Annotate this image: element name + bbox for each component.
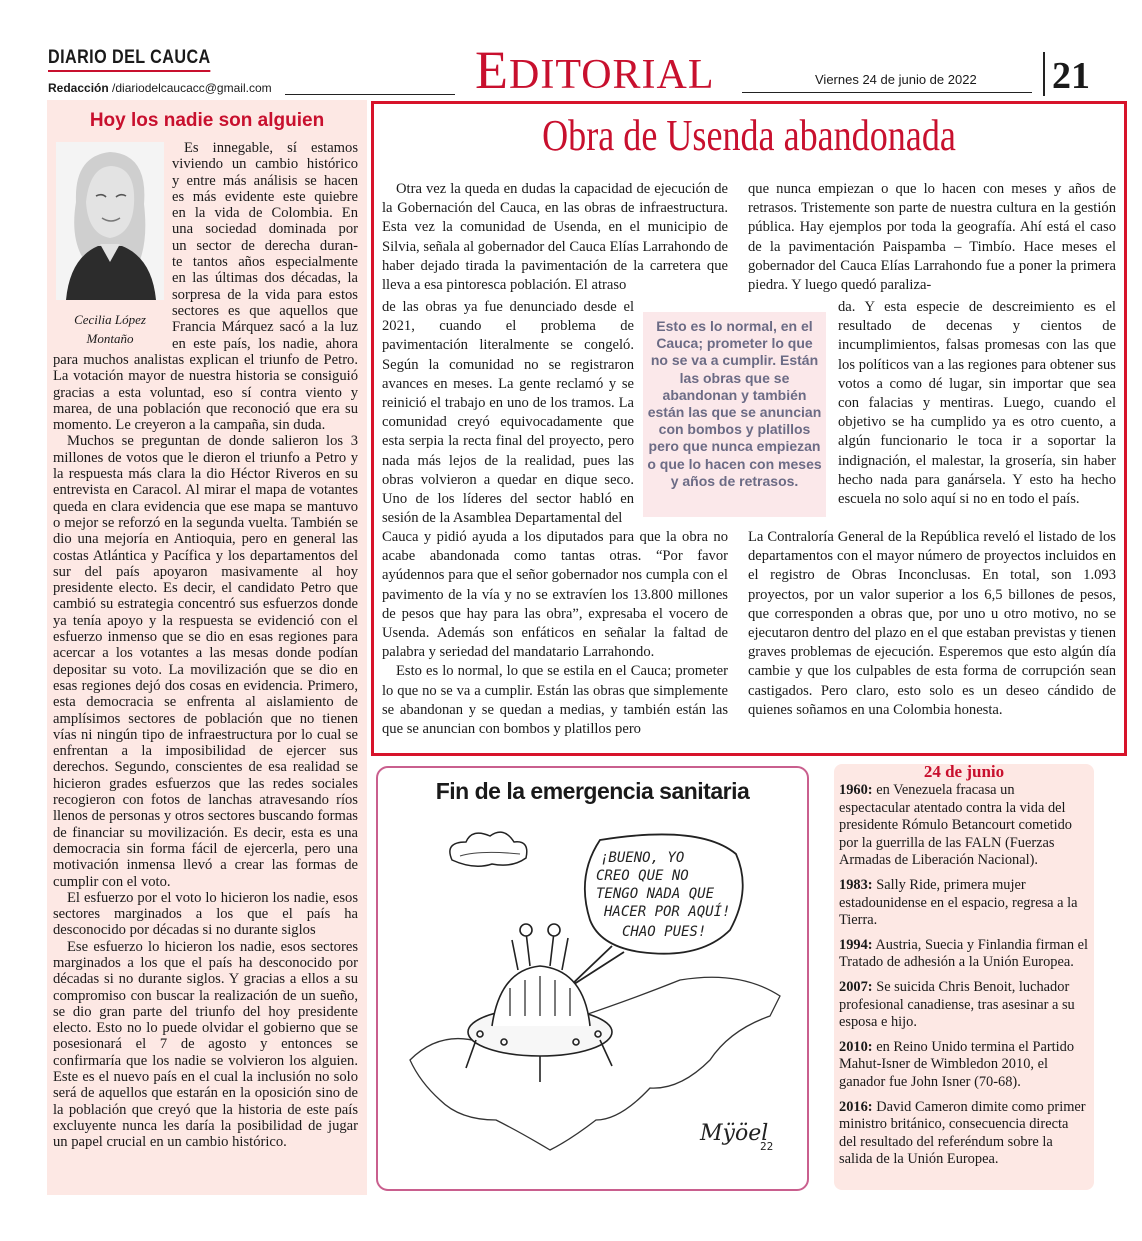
history-year: 1994:	[839, 936, 873, 953]
history-text: Austria, Suecia y Finlandia firman el Tratado de adhesión a la Unión Europea.	[839, 936, 1088, 971]
history-text: Se suicida Chris Benoit, luchador profesional canadiense, tras asesinar a su esposa e hijo.	[839, 978, 1075, 1031]
opinion-intro-line: Es innegable, sí estamos	[184, 140, 358, 156]
history-entry	[839, 979, 1089, 1032]
redaccion-line	[48, 81, 272, 95]
redaccion-email: /diariodelcaucacc@gmail.com	[112, 81, 272, 95]
history-text: Sally Ride, primera mujer estadounidense en el espacio, regresa a la Tierra.	[839, 876, 1078, 929]
editorial-pullquote: Esto es lo normal, en el Cauca; prometer lo que no se va a cumplir. Están las obras que se abandonan y también están las que se anuncian con bombos y platillos pero que nunca empiezan o que lo hacen con meses y años de retrasos.	[643, 312, 826, 517]
page-number-divider	[1043, 52, 1045, 96]
newspaper-logo: DIARIO DEL CAUCA	[48, 47, 211, 72]
opinion-intro-line: una sociedad dominada por	[172, 221, 358, 238]
history-year: 2007:	[839, 978, 873, 995]
opinion-intro-line: en las últimas dos décadas, la	[172, 270, 358, 287]
opinion-intro-line: sorpresa de la vida para estos	[172, 286, 358, 303]
history-entry	[839, 1039, 1089, 1092]
opinion-column-title: Hoy los nadie son alguien	[89, 110, 325, 131]
editorial-col1-p2: Esto es lo normal, lo que se estila en el Cauca; prometer lo que no se va a cumplir. Están las obras que simplemente se abandonan y se quedan a medias, y también están las que se anuncian con bombos y platillos pero	[382, 663, 728, 738]
history-text: en Venezuela fracasa un espectacular atentado contra la vida del presidente Rómulo Betancourt cometido por la guerrilla de las FALN (Fuerzas Armadas de Liberación Nacional).	[839, 782, 1072, 869]
editorial-col1-top: Otra vez la queda en dudas la capacidad de ejecución de la Gobernación del Cauca, en las obras de infraestructura. Esta vez la comunidad de Usenda, en el municipio de Silvia, señala al gobernador del Cauca Elías Larrahondo de haber dejado tirada la pavimentación de la carretera que lleva a esa pintoresca población. El atraso	[382, 181, 728, 294]
opinion-intro-line: sectores es que aquellos que	[172, 302, 358, 319]
history-entry	[839, 1099, 1089, 1169]
issue-date: Viernes 24 de junio de 2022	[815, 72, 977, 87]
history-title: 24 de junio	[923, 762, 1005, 781]
editorial-col2-side: da. Y esta especie de descreimiento es el resultado de decenas y cientos de incumplimientos, falsas promesas con las que los políticos van a las regiones para obtener sus votos a como dé lugar, sin importar que sea con falacias y mentiras. Luego, cuando el objetivo se ha cumplido ya es otro cuento, a algún funcionario le toca ir a soportar la indignación, el malestar, la grosería, sin haber hecho nada para ganársela. Y esto ha hecho escuela no solo aquí si no en todo el país.	[838, 299, 1116, 508]
history-entry	[839, 877, 1089, 930]
svg-text:¡BUENO, YO: ¡BUENO, YO	[600, 850, 685, 866]
author-caption: Cecilia López Montaño	[74, 312, 146, 346]
svg-text:TENGO NADA QUE: TENGO NADA QUE	[596, 886, 715, 902]
cartoon-title: Fin de la emergencia sanitaria	[435, 778, 750, 804]
opinion-intro-line: un sector de derecha duran-	[172, 237, 358, 254]
opinion-paragraph-2: Muchos se preguntan de donde salieron los 3 millones de votos que le dieron el triunfo a Petro y la respuesta más clara la dio Héctor Riveros en su entrevista en Caracol. Al mirar el mapa de votantes queda en clara evidencia que ese mapa se mantuvo o mejor se reforzó en la segunda vuelta. También se dio una mejoría en Antioquia, pero en general las costas Atlántica y Pacífica y los departamentos del sur del país apoyaron masivamente al hoy presidente electo. Es decir, el candidato Petro que cambió su estrategia concentró sus esfuerzos donde ya tenía apoyo y la respuesta se evidenció con el esfuerzo inmenso que se dio en esas regiones para acercar a los votantes a las mesas donde podían depositar su voto. La movilización que se dio en esas regiones dejó dos cosas en evidencia. Primero, esta democracia se enfrenta al aislamiento de amplísimos sectores de población que no tienen vías ni ningún tipo de infraestructura por lo cual se enfrentan a la imposibilidad de ejercer sus derechos. Segundo, conscientes de esa realidad se hicieron grades esfuerzos que las redes sociales recogieron con fotos de lanchas atravesando ríos llenos de personas y otros sectores buscando formas de financiar su movilización. Es decir, esta es una democracia sin forma fácil de ejercerla, pero una motivación inmensa llevó a crear las formas de cumplir con el voto.	[53, 433, 358, 890]
history-year: 2016:	[839, 1098, 873, 1115]
opinion-intro-lines	[172, 140, 358, 352]
history-year: 1983:	[839, 876, 873, 893]
section-title: EDITORIAL	[475, 40, 715, 100]
opinion-paragraph-1: para muchos analistas explican el triunfo de Petro. La votación mayor de nuestra historia se consiguió gracias a esta voluntad, eso sí contra viento y marea, de una población que reconoció que era su momento. Le creyeron a la campaña, sin duda.	[53, 352, 358, 434]
svg-text:HACER POR AQUÍ!: HACER POR AQUÍ!	[604, 904, 731, 920]
author-portrait	[56, 142, 164, 300]
svg-text:CHAO PUES!: CHAO PUES!	[622, 924, 707, 940]
editorial-col1-side: de las obras ya fue denunciado desde el 2021, cuando el problema de pavimentación literalmente se congeló. Según la comunidad no se registraron avances en meses. La gente reclamó y se reinició el trabajo en uno de los tramos. La comunidad creyó equivocadamente que esta serpia la recta final del proyecto, pero nada más lejos de la realidad, pues las obras volvieron a quedar en dique seco. Uno de los líderes del sector habló en sesión de la Asamblea Departamental del	[382, 299, 634, 527]
ufo-icon	[466, 924, 612, 1082]
history-year: 1960:	[839, 782, 873, 798]
history-entry	[839, 782, 1089, 870]
cartoon-drawing	[400, 820, 790, 1180]
header-rule-left	[285, 94, 455, 95]
redaccion-label: Redacción	[48, 81, 109, 95]
opinion-intro-line: es más evidente este quiebre	[172, 188, 358, 205]
history-text: en Reino Unido termina el Partido Mahut-Isner de Wimbledon 2010, el ganador fue John Isner (70-68).	[839, 1038, 1075, 1090]
editorial-headline: Obra de Usenda abandonada	[542, 111, 956, 160]
history-entry	[839, 937, 1089, 972]
opinion-intro-line: y entre más análisis se hacen	[172, 172, 358, 189]
opinion-paragraph-4: Ese esfuerzo lo hicieron los nadie, esos sectores marginados a los que el país ha desconocido por décadas si no durante siglos. Y gracias a ellos a su compromiso con buscar la realización de un sueño, se dio gran parte del triunfo del hoy presidente electo. Esto no lo puede olvidar el gobierno que se posesionará el 7 de agosto y entonces se confirmaría que los nadie se volvieron los alguien. Este es el nuevo país en el cual la inclusión no solo será de aquellos que estarán en la oposición sino de la población que creyó que la historia de este país excluyente nunca les daría la posibilidad de jugar un papel crucial en un cambio histórico.	[53, 938, 358, 1151]
history-list	[839, 782, 1089, 1176]
editorial-col2-top: que nunca empiezan o que lo hacen con meses y años de retrasos. Tristemente son parte de nuestra cultura en la gestión pública. Hay ejemplos por toda la geografía. Ahí está el caso de la pavimentación Paispamba – Timbío. Hace meses el gobernador del Cauca Elías Larrahondo fue a poner la primera piedra. Y luego quedó paraliza-	[748, 181, 1116, 294]
history-year: 2010:	[839, 1038, 873, 1055]
cartoonist-signature: Mÿöel	[700, 1121, 769, 1146]
opinion-body	[53, 352, 358, 1151]
opinion-paragraph-3: El esfuerzo por el voto lo hicieron los nadie, esos sectores marginados a los que el país ha desconocido por décadas si no durante siglos	[53, 889, 358, 939]
opinion-intro-line: viviendo un cambio histórico	[172, 156, 358, 173]
opinion-intro-line: en la vida de Colombia. En	[172, 205, 358, 222]
cloud-icon	[450, 832, 527, 866]
svg-text:CREO QUE NO: CREO QUE NO	[596, 868, 689, 884]
page-number: 21	[1052, 55, 1090, 97]
opinion-intro-line: Francia Márquez sacó a la luz	[172, 319, 358, 336]
editorial-col2-bottom: La Contraloría General de la República reveló el listado de los departamentos con el mayor número de proyectos incluidos en el registro de Obras Inconclusas. En total, son 1.093 proyectos, por un valor superior a los 6,5 billones de pesos, que corresponden a obras que, por uno u otro motivo, no se ejecutaron dentro del plazo en el que estaban previstas y tienen graves problemas de ejecución. Esperemos que esto algún día cambie y que los culpables de esta forma de corrupción sean castigados. Pero claro, esto solo es un deseo cándido de quienes soñamos en una Colombia honesta.	[748, 529, 1116, 718]
opinion-intro-line: te tantos años especialmente	[172, 254, 358, 271]
opinion-intro-line: en este país, los nadie, ahora	[172, 335, 358, 352]
history-text: David Cameron dimite como primer ministro británico, consecuencia directa del resultado del referéndum sobre la salida de la Unión Europea.	[839, 1098, 1086, 1168]
editorial-col1-bottom: Cauca y pidió ayuda a los diputados para que la obra no acabe abandonada como tantas otras. “Por favor ayúdennos para que el señor gobernador nos cumpla con el pavimento de la vía y no se extravíen los 13.800 millones de pesos que hay para las obra”, expresaba el vocero de Usenda. Además son enfáticos en señalar la faltad de palabra y seriedad del mandatario Larrahondo. Esto es lo normal, lo que se estila en el Cauca; prometer lo que no se va a cumplir. Están las obras que simplemente se abandonan y se quedan a medias, y también están las que se anuncian con bombos y platillos pero	[382, 528, 728, 739]
header-rule-right	[742, 92, 1032, 93]
cartoon-year: 22	[760, 1140, 774, 1153]
